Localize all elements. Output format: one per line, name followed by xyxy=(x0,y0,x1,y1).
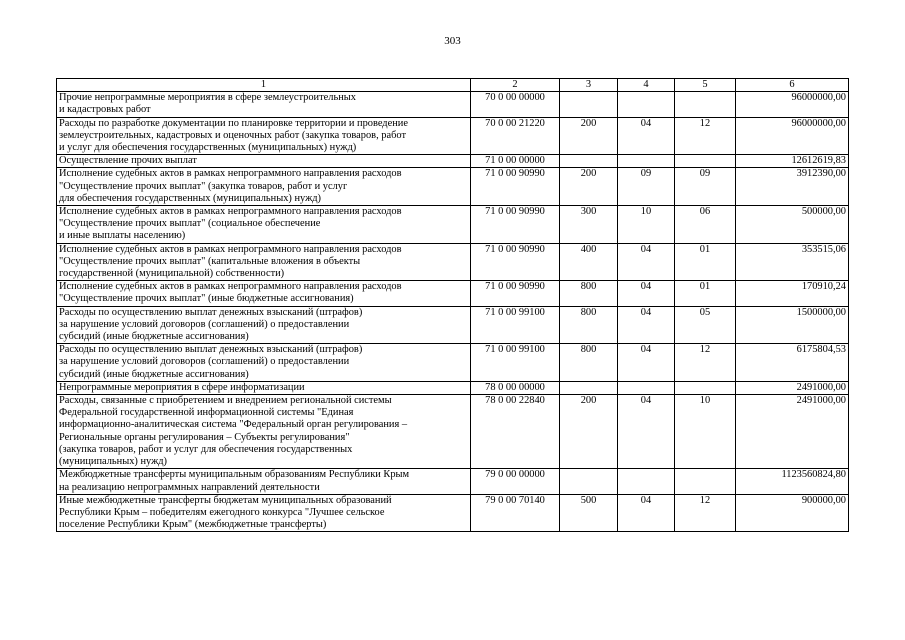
row-description: Расходы, связанные с приобретением и внедрением региональной системы Федеральной государственной информационной системы "Единая информационно-аналитическая система "Федеральный орган регулирования – Региональные органы регулирования – Субъекты регулирования" (закупка товаров, работ и услуг для обеспечения государственных (муниципальных) нужд) xyxy=(57,395,471,469)
row-expense-type: 200 xyxy=(560,117,618,155)
row-section: 04 xyxy=(618,395,675,469)
row-subsection xyxy=(675,155,736,168)
row-expense-type xyxy=(560,92,618,117)
row-amount: 2491000,00 xyxy=(736,381,849,394)
row-subsection: 05 xyxy=(675,306,736,344)
row-subsection: 01 xyxy=(675,281,736,306)
row-description: Расходы по осуществлению выплат денежных взысканий (штрафов) за нарушение условий договоров (соглашений) о предоставлении субсидий (иные бюджетные ассигнования) xyxy=(57,344,471,382)
table-row xyxy=(57,381,849,394)
row-description: Прочие непрограммные мероприятия в сфере землеустроительных и кадастровых работ xyxy=(57,92,471,117)
row-section xyxy=(618,155,675,168)
table-row xyxy=(57,395,849,469)
row-description: Исполнение судебных актов в рамках непрограммного направления расходов "Осуществление прочих выплат" (социальное обеспечение и иные выплаты населению) xyxy=(57,206,471,244)
row-subsection: 01 xyxy=(675,243,736,281)
row-section: 09 xyxy=(618,168,675,206)
row-expense-type: 200 xyxy=(560,168,618,206)
row-description: Исполнение судебных актов в рамках непрограммного направления расходов "Осуществление прочих выплат" (капитальные вложения в объекты государственной (муниципальной) собственности) xyxy=(57,243,471,281)
row-description: Непрограммные мероприятия в сфере информатизации xyxy=(57,381,471,394)
table-row xyxy=(57,306,849,344)
row-expense-type xyxy=(560,155,618,168)
header-col-2: 2 xyxy=(471,79,560,92)
row-amount: 96000000,00 xyxy=(736,92,849,117)
row-target-code: 79 0 00 00000 xyxy=(471,469,560,494)
row-subsection: 12 xyxy=(675,117,736,155)
header-col-6: 6 xyxy=(736,79,849,92)
row-expense-type: 500 xyxy=(560,494,618,532)
header-col-5: 5 xyxy=(675,79,736,92)
row-amount: 1500000,00 xyxy=(736,306,849,344)
header-col-1: 1 xyxy=(57,79,471,92)
row-subsection: 10 xyxy=(675,395,736,469)
row-description: Осуществление прочих выплат xyxy=(57,155,471,168)
row-amount: 96000000,00 xyxy=(736,117,849,155)
row-amount: 12612619,83 xyxy=(736,155,849,168)
row-target-code: 70 0 00 00000 xyxy=(471,92,560,117)
table-row xyxy=(57,155,849,168)
row-subsection xyxy=(675,381,736,394)
row-section: 04 xyxy=(618,281,675,306)
row-amount: 500000,00 xyxy=(736,206,849,244)
table-row xyxy=(57,243,849,281)
row-section: 04 xyxy=(618,344,675,382)
row-description: Исполнение судебных актов в рамках непрограммного направления расходов "Осуществление прочих выплат" (иные бюджетные ассигнования) xyxy=(57,281,471,306)
row-subsection xyxy=(675,469,736,494)
row-target-code: 79 0 00 70140 xyxy=(471,494,560,532)
row-subsection: 06 xyxy=(675,206,736,244)
row-target-code: 71 0 00 90990 xyxy=(471,281,560,306)
row-subsection xyxy=(675,92,736,117)
row-section: 04 xyxy=(618,243,675,281)
row-target-code: 71 0 00 99100 xyxy=(471,344,560,382)
row-subsection: 09 xyxy=(675,168,736,206)
row-expense-type: 800 xyxy=(560,281,618,306)
table-row xyxy=(57,344,849,382)
budget-table xyxy=(56,78,849,532)
row-amount: 170910,24 xyxy=(736,281,849,306)
row-section: 04 xyxy=(618,117,675,155)
row-expense-type: 200 xyxy=(560,395,618,469)
table-row xyxy=(57,469,849,494)
row-description: Исполнение судебных актов в рамках непрограммного направления расходов "Осуществление прочих выплат" (закупка товаров, работ и услуг для обеспечения государственных (муниципальных) нужд) xyxy=(57,168,471,206)
row-section: 04 xyxy=(618,494,675,532)
page-number: 303 xyxy=(444,35,461,47)
row-subsection: 12 xyxy=(675,344,736,382)
row-description: Расходы по разработке документации по планировке территории и проведение землеустроительных, кадастровых и оценочных работ (закупка товаров, работ и услуг для обеспечения государственных (муниципальных) нужд) xyxy=(57,117,471,155)
row-section xyxy=(618,469,675,494)
row-target-code: 71 0 00 90990 xyxy=(471,243,560,281)
row-amount: 1123560824,80 xyxy=(736,469,849,494)
row-expense-type xyxy=(560,469,618,494)
row-amount: 2491000,00 xyxy=(736,395,849,469)
table-row xyxy=(57,117,849,155)
row-expense-type xyxy=(560,381,618,394)
row-amount: 353515,06 xyxy=(736,243,849,281)
row-target-code: 78 0 00 22840 xyxy=(471,395,560,469)
row-target-code: 70 0 00 21220 xyxy=(471,117,560,155)
row-section xyxy=(618,92,675,117)
row-section: 04 xyxy=(618,306,675,344)
table-row xyxy=(57,92,849,117)
table-header-row xyxy=(57,79,849,92)
row-target-code: 71 0 00 90990 xyxy=(471,168,560,206)
row-expense-type: 800 xyxy=(560,306,618,344)
row-subsection: 12 xyxy=(675,494,736,532)
row-section xyxy=(618,381,675,394)
table-row xyxy=(57,494,849,532)
table-row xyxy=(57,206,849,244)
row-expense-type: 800 xyxy=(560,344,618,382)
row-description: Межбюджетные трансферты муниципальным образованиям Республики Крым на реализацию непрограммных направлений деятельности xyxy=(57,469,471,494)
header-col-3: 3 xyxy=(560,79,618,92)
row-expense-type: 300 xyxy=(560,206,618,244)
row-target-code: 71 0 00 90990 xyxy=(471,206,560,244)
row-amount: 6175804,53 xyxy=(736,344,849,382)
row-target-code: 71 0 00 99100 xyxy=(471,306,560,344)
row-target-code: 78 0 00 00000 xyxy=(471,381,560,394)
row-target-code: 71 0 00 00000 xyxy=(471,155,560,168)
row-description: Иные межбюджетные трансферты бюджетам муниципальных образований Республики Крым – победителям ежегодного конкурса "Лучшее сельское поселение Республики Крым" (межбюджетные трансферты) xyxy=(57,494,471,532)
table-row xyxy=(57,281,849,306)
table-row xyxy=(57,168,849,206)
row-section: 10 xyxy=(618,206,675,244)
row-amount: 3912390,00 xyxy=(736,168,849,206)
row-expense-type: 400 xyxy=(560,243,618,281)
row-description: Расходы по осуществлению выплат денежных взысканий (штрафов) за нарушение условий договоров (соглашений) о предоставлении субсидий (иные бюджетные ассигнования) xyxy=(57,306,471,344)
header-col-4: 4 xyxy=(618,79,675,92)
row-amount: 900000,00 xyxy=(736,494,849,532)
